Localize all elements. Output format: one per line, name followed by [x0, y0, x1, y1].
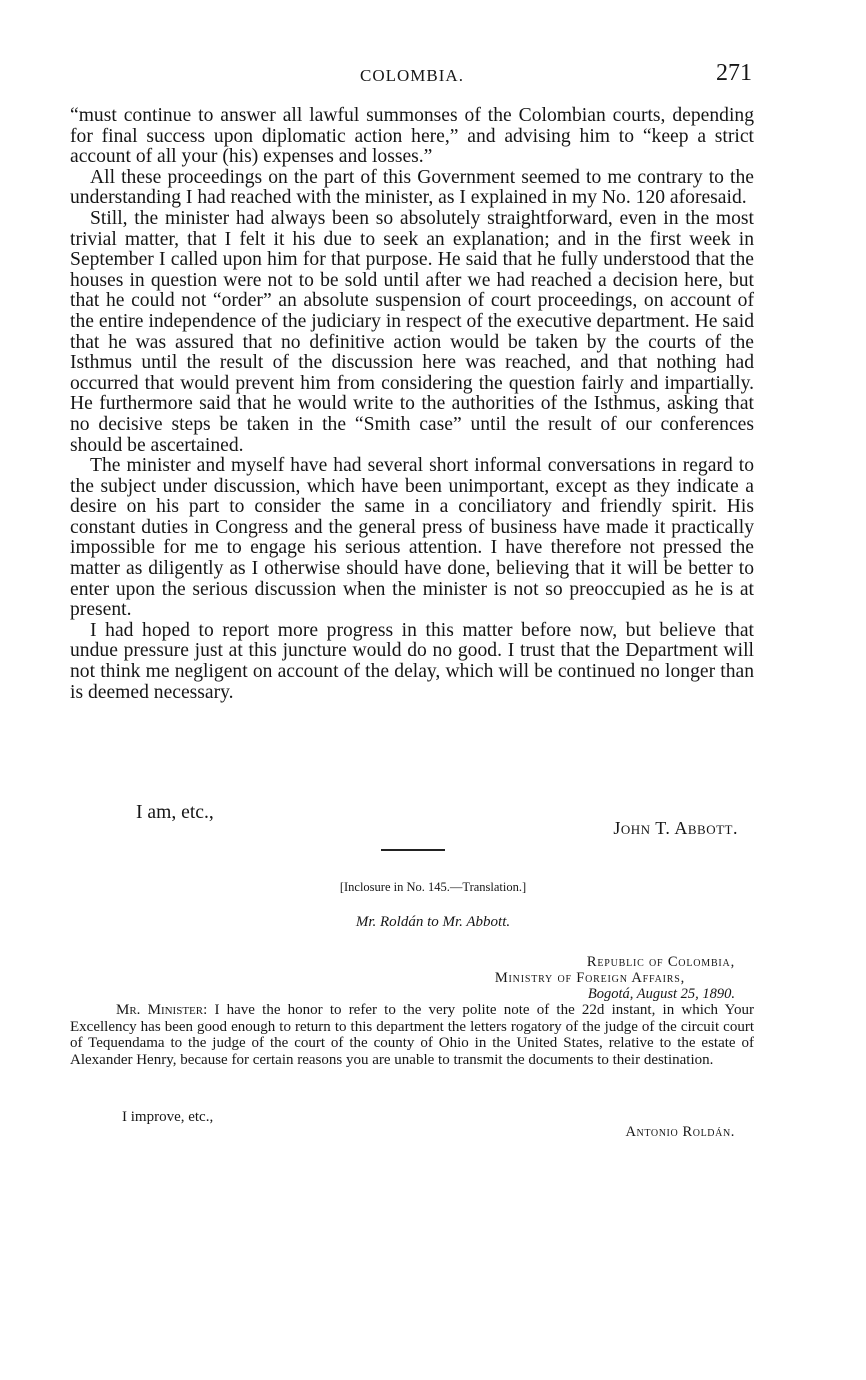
letter-closing: I improve, etc.,: [122, 1109, 214, 1125]
address-ministry: Ministry of Foreign Affairs,: [494, 970, 685, 986]
paragraph: I had hoped to report more progress in this matter before now, but believe that undue pressure just at this juncture would do no good. I trust that the Department will not think me negligent on account of the delay, which will be continued no longer than is deemed necessary.: [70, 619, 754, 703]
letter-paragraph: [70, 1002, 754, 1068]
paragraph: All these proceedings on the part of this Government seemed to me contrary to the understanding I had reached with the minister, as I explained in my No. 120 aforesaid.: [70, 166, 754, 209]
address-date: Bogotá, August 25, 1890.: [587, 986, 735, 1002]
running-head: COLOMBIA.: [360, 66, 464, 85]
letter-text: I have the honor to refer to the very polite note of the 22d instant, in which Your Excellency has been good enough to return to this department the letters rogatory of the judge of the circuit court of Tequendama to the judge of the court of the county of Ohio in the United States, relative to the estate of Alexander Henry, because for certain reasons you are unable to transmit the documents to their destination.: [70, 1002, 754, 1068]
inclosure-note: [Inclosure in No. 145.—Translation.]: [339, 880, 527, 894]
salutation: Mr. Minister:: [116, 1002, 208, 1018]
dispatch-body: [70, 106, 754, 703]
paragraph-continuation: “must continue to answer all lawful summonses of the Colombian courts, depending for final success upon diplomatic action here,” and advising him to “keep a strict account of all your (his) expenses and losses.”: [70, 105, 754, 168]
section-divider: [381, 849, 445, 851]
paragraph: The minister and myself have had several short informal conversations in regard to the subject under discussion, which have been unimportant, except as they indicate a desire on his part to consider the same in a conciliatory and friendly spirit. His constant duties in Congress and the general press of business have made it practically impossible for me to engage his serious attention. I have therefore not pressed the matter as diligently as I otherwise should have done, believing that it will be better to enter upon the serious discussion when the minister is not so preoccupied as he is at present.: [70, 455, 754, 621]
letter-body: [70, 1002, 754, 1068]
paragraph: Still, the minister had always been so absolutely straightforward, even in the most trivial matter, that I felt it his due to seek an explanation; and in the first week in September I called upon him for that purpose. He said that he fully understood that the houses in question were not to be sold until after we had reached a decision here, but that he could not “order” an absolute suspension of court proceedings, on account of the entire independence of the judiciary in respect of the executive department. He said that he was assured that no definitive action would be taken by the courts of the Isthmus until the result of the discussion here was reached, and that nothing had occurred that would prevent him from considering the question fairly and impartially. He furthermore said that he would write to the authorities of the Isthmus, asking that no decisive steps be taken in the “Smith case” until the result of our conferences should be ascertained.: [70, 207, 754, 456]
letter-signature: Antonio Roldán.: [625, 1124, 735, 1140]
letter-heading: Mr. Roldán to Mr. Abbott.: [355, 914, 511, 930]
page-header: [70, 60, 754, 90]
letter-address: [495, 954, 735, 1002]
address-republic: Republic of Colombia,: [586, 954, 735, 970]
page-number: 271: [716, 60, 752, 86]
dispatch-closing: I am, etc.,: [136, 802, 214, 823]
dispatch-signature: John T. Abbott.: [613, 818, 738, 838]
